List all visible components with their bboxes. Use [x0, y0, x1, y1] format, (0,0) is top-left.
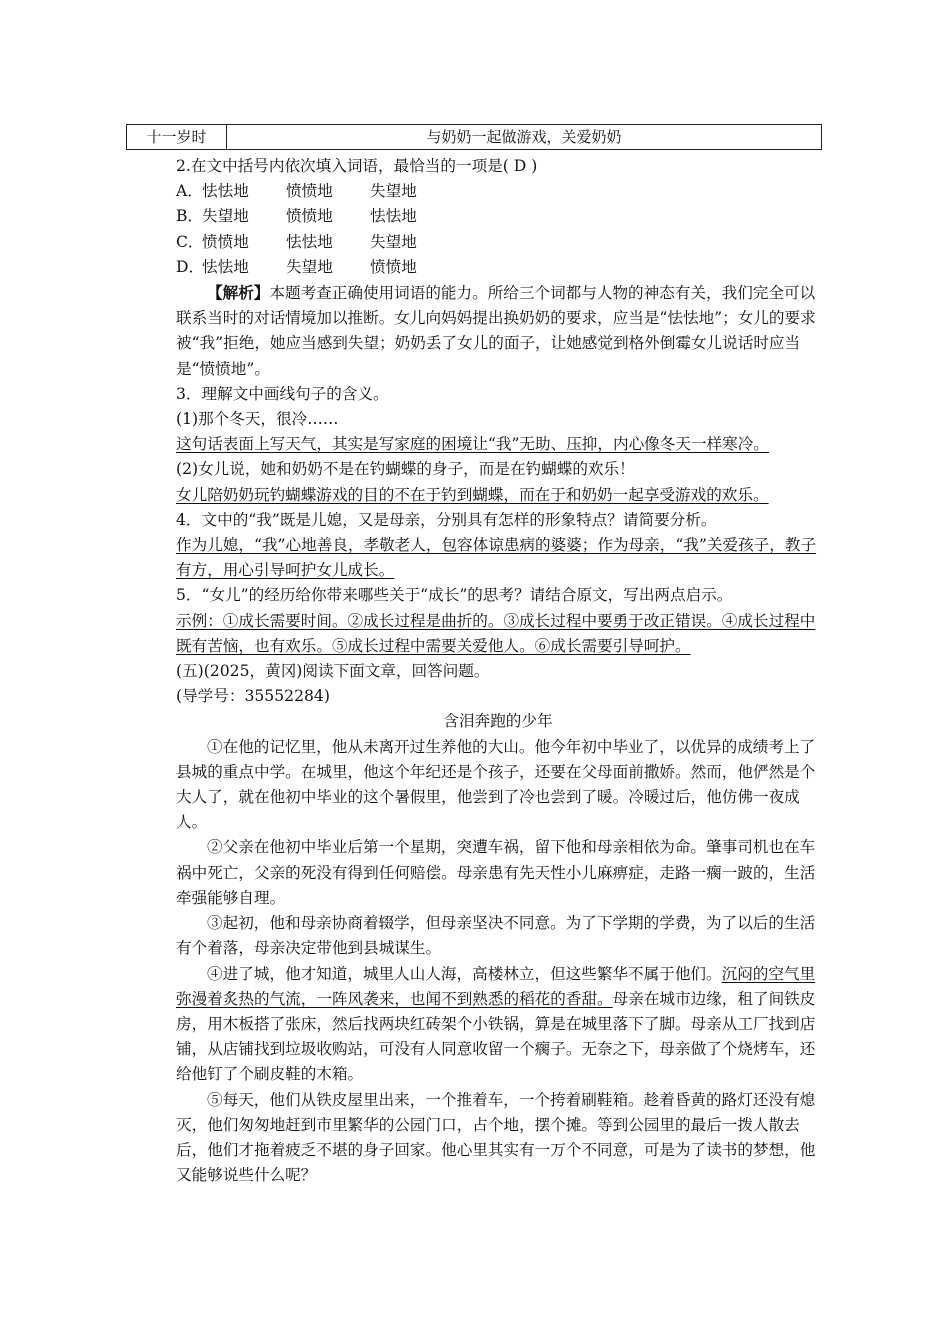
q2-analysis: [176, 280, 820, 382]
option-word: 怯怯地: [202, 257, 249, 276]
table-cell-event: 与奶奶一起做游戏，关爱奶奶: [426, 128, 622, 146]
q2-option-c: [176, 230, 820, 255]
paragraph-text: ④进了城，他才知道，城里人山人海，高楼林立，但这些繁华不属于他们。: [207, 964, 722, 983]
option-word: 愤愤地: [370, 257, 417, 276]
section-intro: (五)(2025，黄冈)阅读下面文章，回答问题。: [176, 662, 490, 681]
q5-stem: 5．“女儿”的经历给你带来哪些关于“成长”的思考？请结合原文，写出两点启示。: [176, 586, 733, 605]
option-word: 失望地: [370, 182, 417, 201]
option-word: 愤愤地: [286, 207, 333, 226]
q2-stem: 2.在文中括号内依次填入词语，最恰当的一项是( D ): [176, 157, 538, 175]
option-label: A．: [176, 182, 203, 201]
option-word: 愤愤地: [202, 232, 249, 251]
article-paragraph-5: ⑤每天，他们从铁皮屋里出来，一个推着车，一个挎着刷鞋箱。趁着昏黄的路灯还没有熄灭，他们匆匆地赶到市里繁华的公园门口，占个地，摆个摊。等到公园里的最后一拨人散去后，他们才拖着疲乏不堪的身子回家。他心里其实有一万个不同意，可是为了读书的梦想，他又能够说些什么呢？: [176, 1090, 816, 1185]
analysis-tag: 【解析】: [207, 283, 270, 303]
article-title: 含泪奔跑的少年: [443, 712, 553, 731]
option-label: C．: [176, 232, 204, 251]
option-label: B．: [176, 207, 204, 226]
option-word: 失望地: [202, 207, 249, 226]
document-body: [176, 148, 820, 1188]
guide-number: (导学号：35552284): [176, 687, 330, 706]
q2-option-d: [176, 255, 820, 280]
q3-sentence-2: (2)女儿说，她和奶奶不是在钓蝴蝶的身子，而是在钓蝴蝶的欢乐！: [176, 460, 635, 479]
q4-answer: 作为儿媳，“我”心地善良，孝敬老人，包容体谅患病的婆婆；作为母亲，“我”关爱孩子，教子有方，用心引导呵护女儿成长。: [176, 536, 817, 580]
option-word: 怯怯地: [370, 207, 417, 226]
q3-answer-1: 这句话表面上写天气，其实是写家庭的困境让“我”无助、压抑，内心像冬天一样寒冷。: [176, 435, 769, 454]
underlined-sentence: 沉闷的空气里弥漫着炙热的气流，一阵风袭来，也闻不到熟悉的稻花的香甜。: [176, 964, 816, 1008]
article-paragraph-2: ②父亲在他初中毕业后第一个星期，突遭车祸，留下他和母亲相依为命。肇事司机也在车祸中死亡，父亲的死没有得到任何赔偿。母亲患有先天性小儿麻痹症，走路一瘸一跛的，生活牵强能够自理。: [176, 838, 816, 907]
q3-stem: 3．理解文中画线句子的含义。: [176, 384, 389, 403]
table-row: [126, 124, 822, 150]
analysis-text: 本题考查正确使用词语的能力。所给三个词都与人物的神态有关，我们完全可以联系当时的对话情境加以推断。女儿向妈妈提出换奶奶的要求，应当是“怯怯地”；女儿的要求被“我”拒绝，她应当感到失望；奶奶丢了女儿的面子，让她感觉到格外倒霉女儿说话时应当是“愤愤地”。: [176, 284, 816, 378]
q3-answer-2: 女儿陪奶奶玩钓蝴蝶游戏的目的不在于钓到蝴蝶，而在于和奶奶一起享受游戏的欢乐。: [176, 485, 769, 504]
option-word: 愤愤地: [286, 182, 333, 201]
option-word: 失望地: [370, 232, 417, 251]
option-word: 怯怯地: [202, 182, 249, 201]
article-paragraph-4: [176, 962, 820, 1088]
table-cell-age: 十一岁时: [127, 125, 227, 149]
paragraph-text: 母亲在城市边缘，租了间铁皮房，用木板搭了张床，然后找两块红砖架个小铁锅，算是在城里落下了脚。母亲从工厂找到店铺，从店铺找到垃圾收购站，可没有人同意收留一个瘸子。无奈之下，母亲做了个烧烤车，还给他钉了个刷皮鞋的木箱。: [176, 989, 816, 1084]
option-label: D．: [176, 257, 205, 276]
article-paragraph-3: ③起初，他和母亲协商着辍学，但母亲坚决不同意。为了下学期的学费，为了以后的生活有个着落，母亲决定带他到县城谋生。: [176, 914, 816, 958]
option-word: 失望地: [286, 257, 333, 276]
q3-sentence-1: (1)那个冬天，很冷……: [176, 410, 339, 429]
q4-stem: 4．文中的“我”既是儿媳，又是母亲，分别具有怎样的形象特点？请简要分析。: [176, 510, 717, 529]
article-paragraph-1: ①在他的记忆里，他从未离开过生养他的大山。他今年初中毕业了，以优异的成绩考上了县城的重点中学。在城里，他这个年纪还是个孩子，还要在父母面前撒娇。然而，他俨然是个大人了，就在他初中毕业的这个暑假里，他尝到了冷也尝到了暖。冷暖过后，他仿佛一夜成人。: [176, 737, 816, 832]
option-word: 怯怯地: [286, 232, 333, 251]
q2-option-a: [176, 179, 820, 204]
q5-answer: 示例：①成长需要时间。②成长过程是曲折的。③成长过程中要勇于改正错误。④成长过程中既有苦恼，也有欢乐。⑤成长过程中需要关爱他人。⑥成长需要引导呵护。: [176, 611, 816, 655]
q2-option-b: [176, 204, 820, 229]
